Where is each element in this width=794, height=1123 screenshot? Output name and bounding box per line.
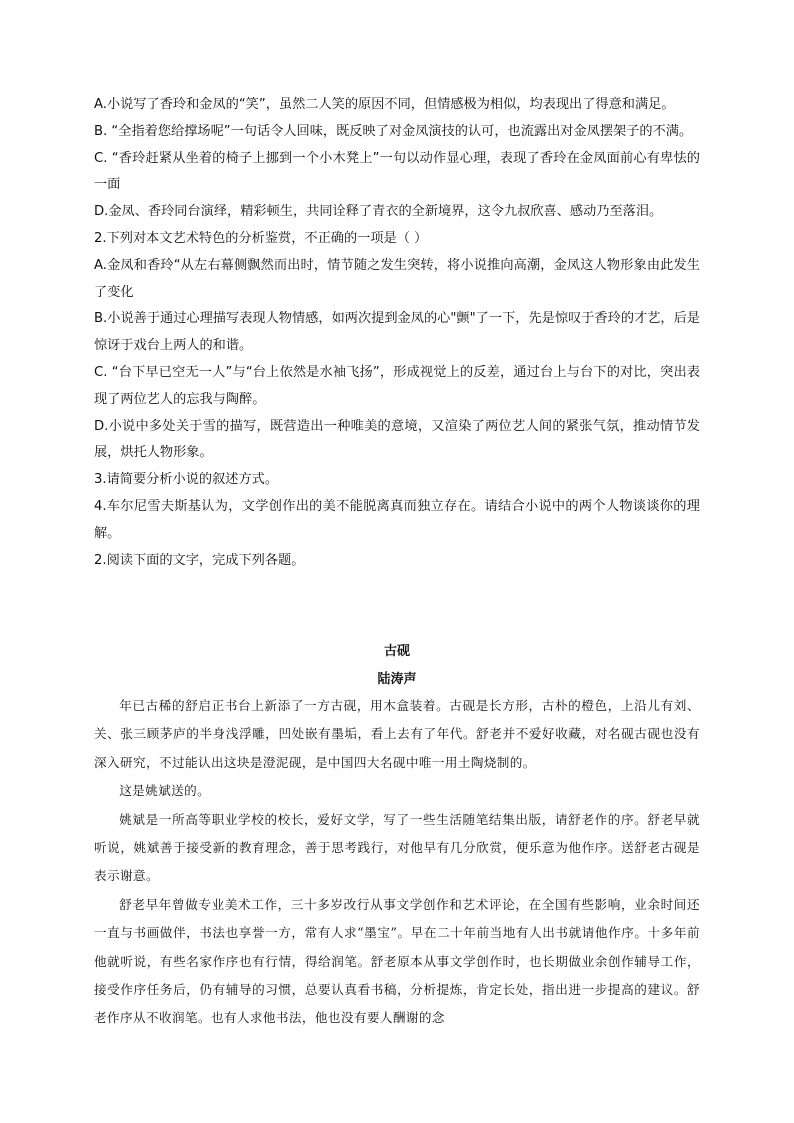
essay-paragraph: 舒老早年曾做专业美术工作，三十多岁改行从事文学创作和艺术评论，在全国有些影响，业余时间还一直与书画做伴，书法也享誉一方，常有人求“墨宝”。早在二十年前当地有人出书就请他作序。十多年前他就听说，有些名家作序也有行情，得给润笔。舒老原本从事文学创作时，也长期做业余创作辅导工作，接受作序任务后，仍有辅导的习惯，总要认真看书稿，分析提炼，肯定长处，指出进一步提高的建议。舒老作序从不收润笔。也有人求他书法，他也没有要人酬谢的念 bbox=[94, 896, 700, 1026]
question-3: 3.请简要分析小说的叙述方式。 bbox=[94, 472, 279, 488]
q2-stem: 2.下列对本文艺术特色的分析鉴赏，不正确的一项是（ ） bbox=[94, 230, 428, 246]
q2-option-d: D.小说中多处关于雪的描写，既营造出一种唯美的意境，又渲染了两位艺人间的紧张气氛，推动情节发展，烘托人物形象。 bbox=[94, 418, 700, 461]
q1-option-d: D.金凤、香玲同台演绎，精彩顿生，共同诠释了青衣的全新境界，这令九叔欣喜、感动乃至落泪。 bbox=[94, 204, 663, 220]
q2-option-b: B.小说善于通过心理描写表现人物情感，如两次提到金凤的心"颤"了一下，先是惊叹于香玲的才艺，后是惊讶于戏台上两人的和谐。 bbox=[94, 311, 700, 354]
essay-paragraph: 姚斌是一所高等职业学校的校长，爱好文学，写了一些生活随笔结集出版，请舒老作的序。舒老早就听说，姚斌善于接受新的教育理念，善于思考践行，对他早有几分欣赏，便乐意为他作序。送舒老古砚是表示谢意。 bbox=[94, 811, 700, 884]
q1-option-c: C. “香玲赶紧从坐着的椅子上挪到一个小木凳上”一句以动作显心理，表现了香玲在金凤面前心有卑怯的一面 bbox=[94, 150, 700, 193]
q1-option-a: A.小说写了香玲和金凤的“笑”，虽然二人笑的原因不同，但情感极为相似，均表现出了得意和满足。 bbox=[94, 97, 675, 112]
essay-paragraph: 年已古稀的舒启正书台上新添了一方古砚，用木盒装着。古砚是长方形，古朴的橙色，上沿儿有刘、关、张三顾茅庐的半身浅浮雕，凹处嵌有墨垢，看上去有了年代。舒老并不爱好收藏，对名砚古砚也没有深入研究，不过能认出这块是澄泥砚，是中国四大名砚中唯一用土陶烧制的。 bbox=[94, 698, 700, 770]
essay-body bbox=[94, 692, 700, 1033]
question-4: 4.车尔尼雪夫斯基认为，文学创作出的美不能脱离真而独立存在。请结合小说中的两个人物谈谈你的理解。 bbox=[94, 498, 700, 541]
essay-author: 陆涛声 bbox=[377, 672, 417, 687]
essay-title: 古砚 bbox=[383, 644, 410, 659]
q1-option-b: B. “全指着您给撑场呢”一句话令人回味，既反映了对金凤演技的认可，也流露出对金凤摆架子的不满。 bbox=[94, 123, 693, 139]
q2-option-c: C. “台下早已空无一人”与“台上依然是水袖飞扬”，形成视觉上的反差，通过台上与台下的对比，突出表现了两位艺人的忘我与陶醉。 bbox=[94, 364, 700, 407]
q2-option-a: A.金凤和香玲“从左右幕侧飘然而出时，情节随之发生突转，将小说推向高潮，金凤这人物形象由此发生了变化 bbox=[94, 257, 700, 300]
section-intro: 2.阅读下面的文字，完成下列各题。 bbox=[94, 552, 305, 568]
question-block bbox=[94, 92, 700, 574]
essay-paragraph: 这是姚斌送的。 bbox=[119, 783, 211, 799]
